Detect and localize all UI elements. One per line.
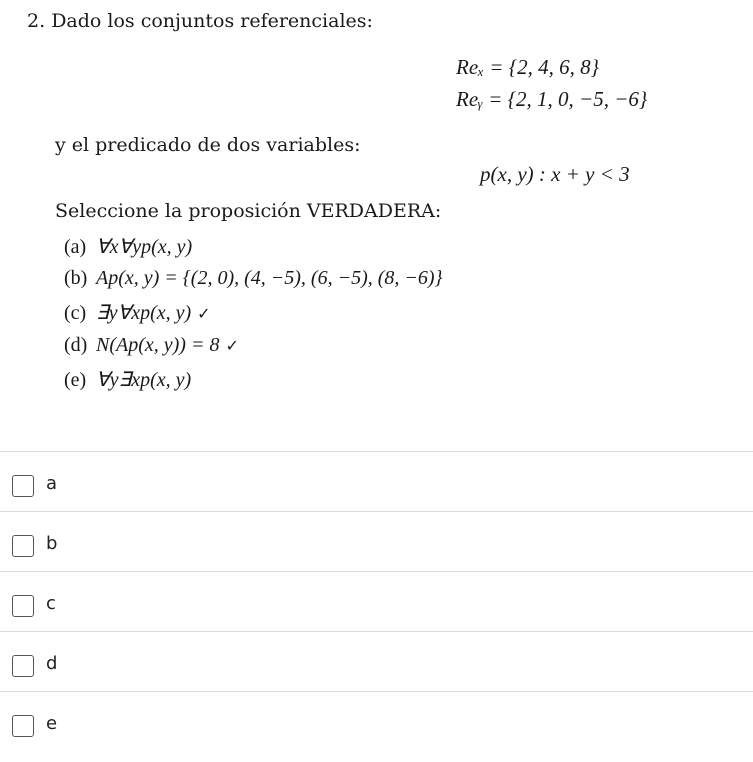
predicate: p(x, y) : x + y < 3 <box>480 162 630 186</box>
option-label: (b) <box>64 267 88 289</box>
answer-choice-b[interactable] <box>0 511 753 571</box>
option-label: (d) <box>64 334 88 356</box>
set-x: Reₓ = {2, 4, 6, 8} <box>456 55 600 79</box>
checkmark-icon: ✓ <box>197 304 211 323</box>
checkbox[interactable] <box>12 655 34 677</box>
answer-choice-e[interactable] <box>0 691 753 752</box>
question-header <box>27 10 373 32</box>
option-a <box>64 234 192 259</box>
option-label: (e) <box>64 369 87 391</box>
checkbox[interactable] <box>12 475 34 497</box>
answer-label: c <box>46 593 56 614</box>
option-expr: Ap(x, y) = {(2, 0), (4, −5), (6, −5), (8, −6)} <box>96 267 443 289</box>
question-intro: Dado los conjuntos referenciales: <box>51 10 373 32</box>
question-number: 2. <box>27 10 46 32</box>
option-expr: N(Ap(x, y)) = 8 <box>96 334 220 356</box>
answer-choice-c[interactable] <box>0 571 753 631</box>
answer-label: a <box>46 473 58 494</box>
option-d <box>64 334 239 357</box>
checkmark-icon: ✓ <box>225 336 239 355</box>
option-e <box>64 367 191 392</box>
checkbox[interactable] <box>12 535 34 557</box>
checkbox[interactable] <box>12 715 34 737</box>
option-b <box>64 267 443 290</box>
answer-choice-a[interactable] <box>0 451 753 511</box>
checkbox[interactable] <box>12 595 34 617</box>
option-expr: ∀y∃xp(x, y) <box>96 369 192 391</box>
predicate-intro: y el predicado de dos variables: <box>55 134 361 156</box>
option-label: (c) <box>64 302 87 324</box>
option-expr: ∀x∀yp(x, y) <box>96 236 193 258</box>
answer-label: b <box>46 533 58 554</box>
instruction: Seleccione la proposición VERDADERA: <box>55 200 442 222</box>
answer-label: d <box>46 653 58 674</box>
option-label: (a) <box>64 236 87 258</box>
answer-label: e <box>46 713 58 734</box>
answer-choice-d[interactable] <box>0 631 753 691</box>
set-y: Reᵧ = {2, 1, 0, −5, −6} <box>456 87 648 111</box>
answer-list <box>0 451 753 752</box>
option-expr: ∃y∀xp(x, y) <box>96 302 192 324</box>
option-c <box>64 300 211 325</box>
